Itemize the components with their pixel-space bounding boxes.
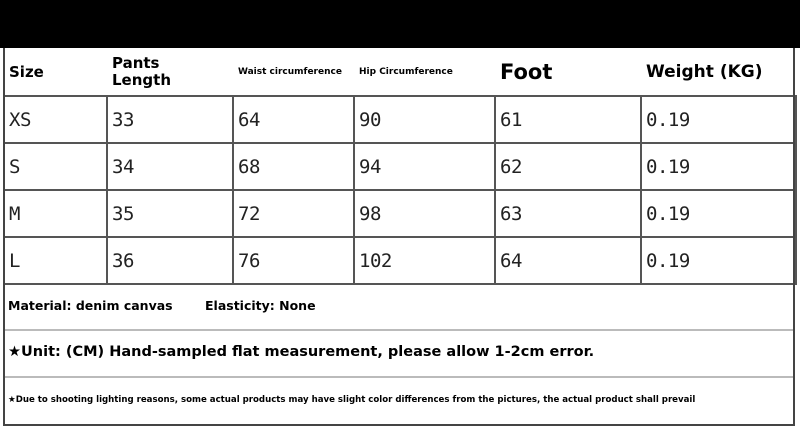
cell-weight: 0.19 (641, 143, 796, 190)
cell-hip: 94 (354, 143, 495, 190)
material-text: Material: denim canvas (8, 298, 173, 313)
header-foot: Foot (495, 48, 641, 96)
cell-hip: 102 (354, 237, 495, 284)
cell-waist: 76 (233, 237, 354, 284)
cell-hip: 98 (354, 190, 495, 237)
cell-pants-length: 36 (107, 237, 233, 284)
header-pants-line2: Length (112, 70, 171, 89)
header-hip: Hip Circumference (354, 48, 495, 96)
cell-size: XS (4, 96, 107, 143)
cell-size: S (4, 143, 107, 190)
outer-frame (3, 48, 795, 426)
cell-weight: 0.19 (641, 96, 796, 143)
header-pants-line1: Pants (112, 53, 160, 72)
cell-size: M (4, 190, 107, 237)
header-waist: Waist circumference (233, 48, 354, 96)
cell-size: L (4, 237, 107, 284)
cell-waist: 72 (233, 190, 354, 237)
cell-waist: 64 (233, 96, 354, 143)
cell-waist: 68 (233, 143, 354, 190)
disclaimer-note: ★Due to shooting lighting reasons, some actual products may have slight color differences from the pictures, the actual product shall prevail (8, 395, 696, 405)
cell-hip: 90 (354, 96, 495, 143)
cell-foot: 64 (495, 237, 641, 284)
unit-note: ★Unit: (CM) Hand-sampled flat measurement, please allow 1-2cm error. (8, 344, 595, 360)
cell-pants-length: 35 (107, 190, 233, 237)
cell-weight: 0.19 (641, 237, 796, 284)
cell-foot: 63 (495, 190, 641, 237)
cell-pants-length: 33 (107, 96, 233, 143)
cell-foot: 62 (495, 143, 641, 190)
elasticity-text: Elasticity: None (205, 298, 316, 313)
header-size: Size (4, 48, 107, 96)
cell-weight: 0.19 (641, 190, 796, 237)
cell-pants-length: 34 (107, 143, 233, 190)
top-black-bar (0, 0, 800, 48)
header-weight: Weight (KG) (641, 48, 796, 96)
cell-foot: 61 (495, 96, 641, 143)
